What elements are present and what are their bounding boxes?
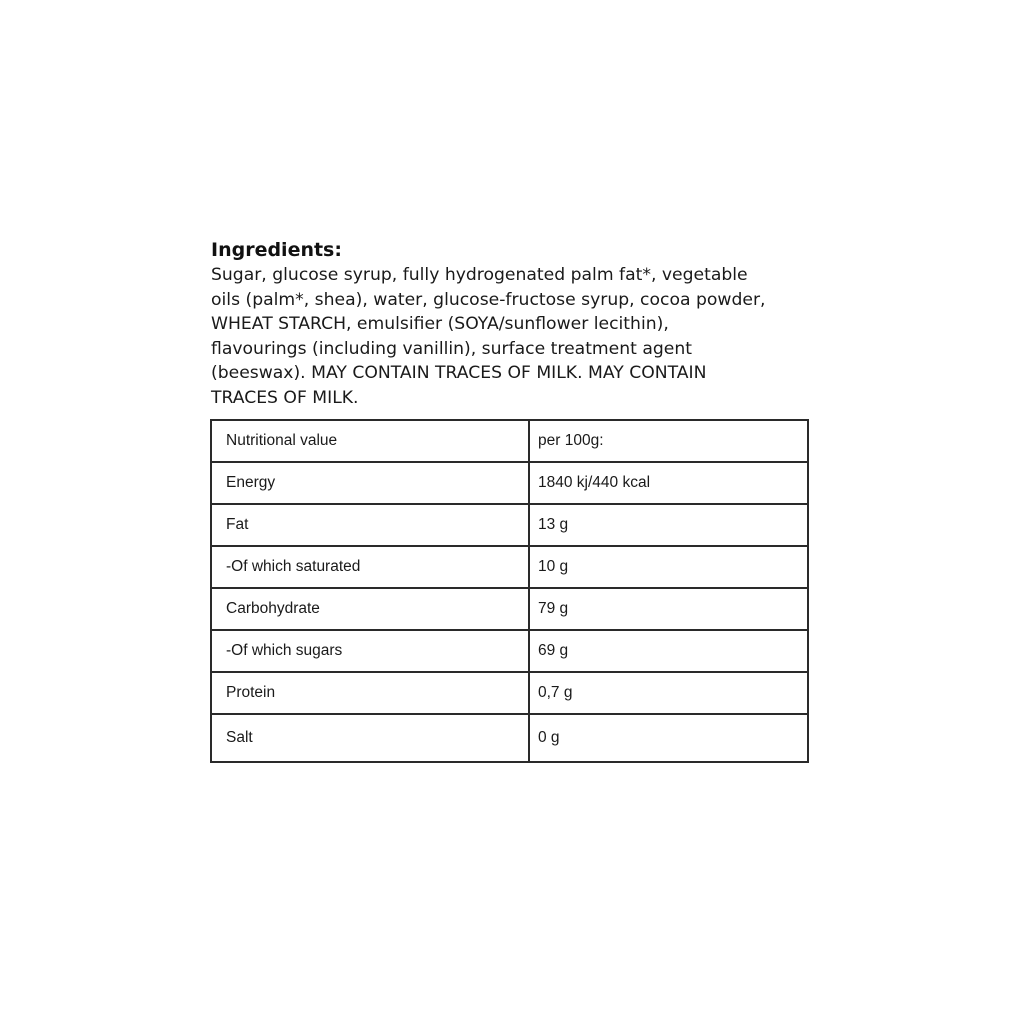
table-row [211, 714, 808, 762]
ingredients-line: (beeswax). MAY CONTAIN TRACES OF MILK. MAY CONTAIN [211, 363, 707, 384]
nutrient-label: Carbohydrate [211, 588, 529, 630]
nutrient-label: -Of which sugars [211, 630, 529, 672]
ingredients-text [211, 263, 807, 411]
ingredients-line: WHEAT STARCH, emulsifier (SOYA/sunflower lecithin), [211, 314, 669, 335]
nutrient-label: -Of which saturated [211, 546, 529, 588]
table-row [211, 462, 808, 504]
ingredients-section [211, 237, 807, 411]
ingredients-line: flavourings (including vanillin), surface treatment agent [211, 338, 692, 359]
nutrient-value: 1840 kj/440 kcal [529, 462, 808, 504]
nutrient-value: 69 g [529, 630, 808, 672]
ingredients-line: Sugar, glucose syrup, fully hydrogenated palm fat*, vegetable [211, 265, 748, 285]
table-row [211, 630, 808, 672]
table-row [211, 420, 808, 462]
nutrient-label: Nutritional value [211, 420, 529, 462]
nutrient-label: Fat [211, 504, 529, 546]
ingredients-line: TRACES OF MILK. [211, 387, 359, 408]
nutrient-value: per 100g: [529, 420, 808, 462]
nutrient-label: Protein [211, 672, 529, 714]
ingredients-heading: Ingredients: [211, 239, 342, 261]
nutrient-value: 10 g [529, 546, 808, 588]
table-row [211, 588, 808, 630]
nutrient-value: 0 g [529, 714, 808, 762]
table-row [211, 672, 808, 714]
nutrient-label: Energy [211, 462, 529, 504]
nutrient-label: Salt [211, 714, 529, 762]
table-row [211, 546, 808, 588]
nutrient-value: 13 g [529, 504, 808, 546]
table-row [211, 504, 808, 546]
nutrient-value: 0,7 g [529, 672, 808, 714]
nutrition-table [210, 419, 809, 763]
ingredients-line: oils (palm*, shea), water, glucose-fructose syrup, cocoa powder, [211, 289, 766, 310]
nutrient-value: 79 g [529, 588, 808, 630]
